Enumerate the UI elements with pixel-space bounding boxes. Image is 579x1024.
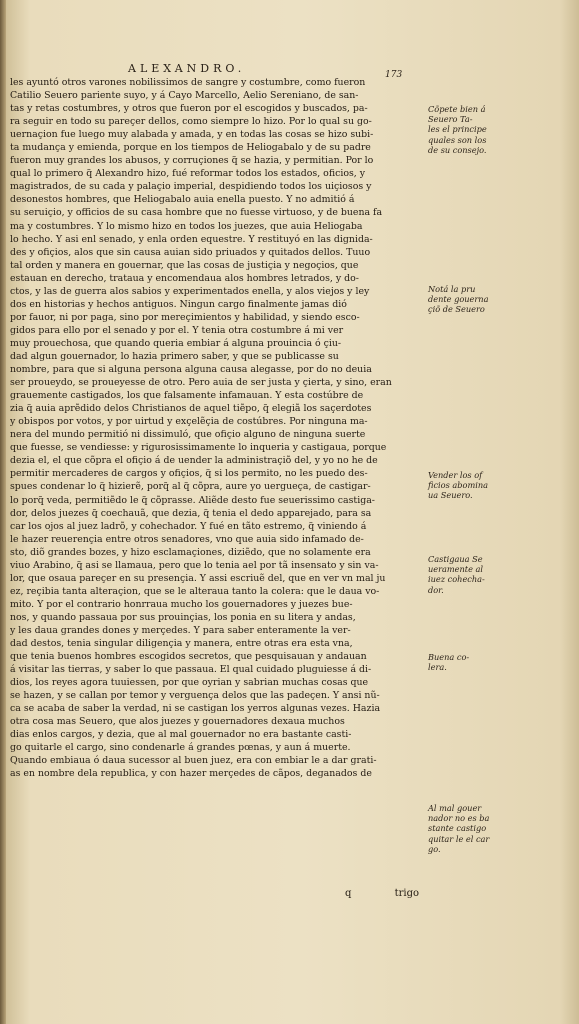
- text-line: muy prouechosa, que quando queria embiar á alguna prouincia ó çiu-: [10, 337, 342, 349]
- text-line: nera del mundo permitió ni dissimuló, que ofiçio alguno de ninguna suerte: [10, 429, 366, 441]
- text-line: sto, diõ grandes bozes, y hizo esclamaçiones, diziẽdo, que no solamente era: [10, 546, 371, 558]
- text-line: fueron muy grandes los abusos, y corruçiones q̃ se hazia, y permitian. Por lo: [10, 155, 374, 167]
- text-line: tal orden y manera en gouernar, que las cosas de justiçia y negoçios, que: [10, 259, 359, 271]
- marginal-note-line: iuez cohecha-: [428, 574, 485, 585]
- text-line: que fuesse, se vendiesse: y rigurosissimamente lo inqueria y castigaua, porque: [10, 442, 387, 454]
- text-line: lor, que osaua pareçer en su presençia. Y assi escriuẽ del, que en ver vn mal ju: [10, 572, 386, 584]
- marginal-note: [428, 104, 576, 155]
- text-line: á visitar las tierras, y saber lo que passaua. El qual cuidado pluguiesse á di-: [10, 664, 372, 676]
- text-line: lo hecho. Y asi enl senado, y enla orden equestre. Y restituyó en las dignida-: [10, 233, 373, 245]
- text-line: ra seguir en todo su pareçer dellos, como siempre lo hizo. Por lo qual su go-: [10, 116, 372, 128]
- catchwords: [345, 888, 459, 899]
- page-gutter: [0, 0, 6, 1024]
- marginal-note-line: Buena co-: [428, 652, 470, 662]
- text-line: otra cosa mas Seuero, que alos juezes y gouernadores dexaua muchos: [10, 716, 345, 728]
- marginal-note-line: Seuero Ta-: [428, 114, 473, 125]
- text-line: por fauor, ni por paga, sino por mereçimientos y habilidad, y siendo esco-: [10, 311, 360, 323]
- text-line: gidos para ello por el senado y por el. Y tenia otra costumbre á mi ver: [10, 324, 344, 336]
- text-line: dor, delos juezes q̃ coechauã, que dezia, q̃ tenia el dedo apparejado, para sa: [10, 507, 372, 519]
- text-line: dios, los reyes agora tuuiessen, por que oyrian y sabrian muchas cosas que: [10, 677, 369, 689]
- text-line: as en nombre dela republica, y con hazer merçedes de cãpos, deganados de: [10, 768, 372, 780]
- marginal-note-line: lera.: [428, 662, 447, 673]
- marginal-note-line: quitar le el car: [428, 833, 490, 844]
- marginal-note: [428, 803, 576, 854]
- marginal-note-line: de su consejo.: [428, 144, 487, 155]
- marginal-note-line: ueramente al: [428, 564, 484, 575]
- running-title: ALEXANDRO.: [128, 62, 246, 75]
- text-line: su seruiçio, y officios de su casa hombre que no fuesse virtuoso, y de buena fa: [10, 207, 383, 219]
- text-line: dad destos, tenia singular diligençia y manera, entre otras era esta vna,: [10, 638, 353, 650]
- text-line: lo porq̃ veda, permitiẽdo le q̃ cõprasse. Aliẽde desto fue seuerissimo castiga-: [10, 494, 375, 506]
- text-line: que tenia buenos hombres escogidos secretos, que pesquisauan y andauan: [10, 651, 367, 663]
- marginal-note: [428, 652, 576, 672]
- text-line: se hazen, y se callan por temor y verguença delos que las padeçen. Y ansi nũ-: [10, 690, 380, 702]
- text-line: ser proueydo, se proueyesse de otro. Pero auia de ser justa y çierta, y sino, eran: [10, 377, 392, 389]
- text-line: ctos, y las de guerra alos sabios y experimentados enella, y alos viejos y ley: [10, 285, 370, 297]
- marginal-note-line: ua Seuero.: [428, 490, 473, 501]
- marginal-note-line: çiõ de Seuero: [428, 304, 485, 315]
- marginal-note-line: nador no es ba: [428, 813, 490, 824]
- text-line: spues condenar lo q̃ hizierẽ, porq̃ al q̃ cõpra, aure yo uergueça, de castigar-: [10, 481, 371, 493]
- marginal-note-line: Castigaua Se: [428, 554, 483, 564]
- text-line: viuo Arabino, q̃ asi se llamaua, pero que lo tenia ael por tã insensato y sin va-: [10, 559, 379, 571]
- text-line: car los ojos al juez ladrõ, y cohechador. Y fué en tãto estremo, q̃ viniendo á: [10, 520, 367, 532]
- text-line: y obispos por votos, y por uirtud y exçelẽçia de costúbres. Por ninguna ma-: [10, 416, 368, 428]
- text-line: dos en historias y hechos antiguos. Ningun cargo finalmente jamas dió: [10, 298, 347, 310]
- text-line: nombre, para que si alguna persona alguna causa alegasse, por do no deuia: [10, 364, 372, 376]
- marginal-note-line: go.: [428, 843, 441, 854]
- text-line: le hazer reuerençia entre otros senadores, vno que auia sido infamado de-: [10, 533, 364, 545]
- text-line: mito. Y por el contrario honrraua mucho los gouernadores y juezes bue-: [10, 598, 353, 610]
- text-line: tas y retas costumbres, y otros que fueron por el escogidos y buscados, pa-: [10, 103, 368, 115]
- text-line: dias enlos cargos, y dezia, que al mal gouernador no era bastante casti-: [10, 729, 352, 741]
- text-line: qual lo primero q̃ Alexandro hizo, fué reformar todos los estados, oficios, y: [10, 168, 366, 180]
- text-line: magistrados, de su cada y palaçio imperial, despidiendo todos los uiçiosos y: [10, 181, 372, 193]
- catchword-signature: q: [345, 888, 352, 899]
- marginal-note-line: les el principe: [428, 124, 487, 135]
- text-line: estauan en derecho, trataua y encomendaua alos hombres letrados, y do-: [10, 272, 359, 284]
- text-line: ez, reçibia tanta alteraçion, que se le alteraua tanto la colera: que le daua vo-: [10, 585, 380, 597]
- marginal-note-line: ficios abomina: [428, 480, 488, 491]
- text-line: go quitarle el cargo, sino condenarle á grandes pœnas, y aun á muerte.: [10, 742, 351, 754]
- marginal-note-line: Vender los of: [428, 470, 483, 480]
- text-line: zia q̃ auia aprẽdido delos Christianos de aquel tiẽpo, q̃ elegiã los saçerdotes: [10, 403, 372, 415]
- text-line: dezia el, el que cõpra el ofiçio á de uender la administraçiõ del, y yo no he de: [10, 455, 378, 467]
- marginal-note-line: dor.: [428, 584, 444, 595]
- text-line: Catilio Seuero pariente suyo, y á Cayo Marcello, Aelio Sereniano, de san-: [10, 90, 359, 102]
- text-line: y les daua grandes dones y merçedes. Y para saber enteramente la ver-: [10, 624, 351, 636]
- marginal-note-line: Notá la pru: [428, 284, 476, 294]
- marginal-note-line: quales son los: [428, 134, 487, 145]
- text-line: desonestos hombres, que Heliogabalo auia enella puesto. Y no admitió á: [10, 194, 355, 206]
- text-line: permitir mercaderes de cargos y ofiçios, q̃ si los permito, no les puedo des-: [10, 468, 368, 480]
- marginal-note: [428, 284, 576, 315]
- marginal-note-line: stante castigo: [428, 823, 487, 834]
- marginal-note-line: Cõpete bien á: [428, 104, 486, 114]
- text-line: grauemente castigados, los que falsamente infamauan. Y esta costúbre de: [10, 390, 364, 402]
- text-line: des y ofiçios, alos que sin causa auian sido priuados y quitados dellos. Tuuo: [10, 246, 371, 258]
- folio-number: 173: [385, 70, 403, 80]
- main-text-block: [10, 76, 428, 781]
- marginal-note: [428, 470, 576, 501]
- text-line: Quando embiaua ó daua sucessor al buen juez, era con embiar le a dar grati-: [10, 755, 377, 767]
- text-line: nos, y quando passaua por sus prouinçias, los ponia en su litera y andas,: [10, 611, 356, 623]
- text-line: ca se acaba de saber la verdad, ni se castigan los yerros algunas vezes. Hazia: [10, 703, 381, 715]
- text-line: dad algun gouernador, lo hazia primero saber, y que se publicasse su: [10, 350, 339, 362]
- marginal-note-line: Al mal gouer: [428, 803, 482, 813]
- text-line: les ayuntó otros varones nobilissimos de sangre y costumbre, como fueron: [10, 77, 366, 88]
- text-line: ma y costumbres. Y lo mismo hizo en todos los juezes, que auia Heliogaba: [10, 220, 363, 232]
- marginal-note-line: dente gouerna: [428, 294, 489, 305]
- text-line: ta mudança y emienda, porque en los tiempos de Heliogabalo y de su padre: [10, 142, 371, 154]
- marginal-note: [428, 554, 576, 595]
- text-line: uernaçion fue luego muy alabada y amada, y en todas las cosas se hizo subi-: [10, 129, 374, 141]
- catchword-next: trigo: [394, 888, 420, 899]
